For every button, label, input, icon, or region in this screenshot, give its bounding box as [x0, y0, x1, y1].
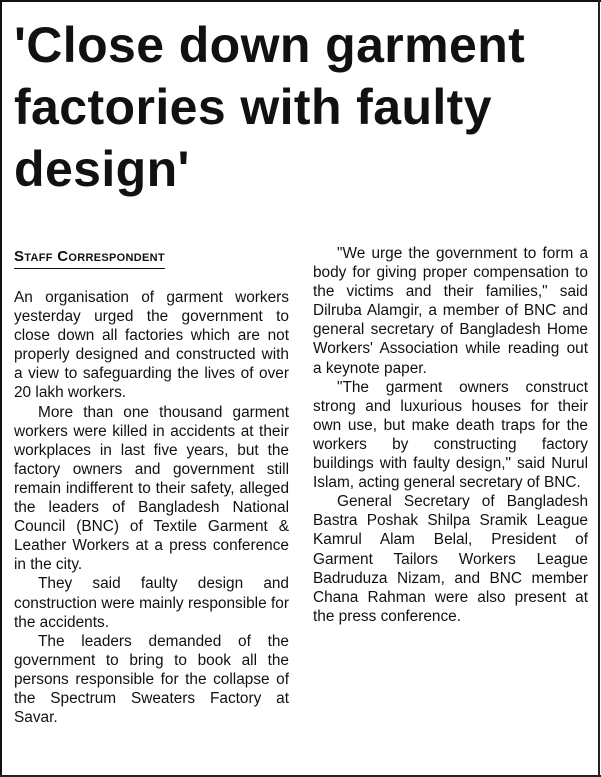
paragraph: They said faulty design and construction were mainly responsible for the accidents.	[14, 575, 289, 631]
border-right	[598, 0, 600, 777]
byline: Staff Correspondent	[14, 248, 165, 269]
article-column-left	[14, 288, 289, 727]
paragraph: "The garment owners construct strong and luxurious houses for their own use, but make death traps for the workers by constructing factory buildings with faulty design," said Nurul Islam, acting general secretary of BNC.	[313, 378, 588, 492]
headline: 'Close down garment factories with faulty design'	[14, 17, 526, 197]
border-left	[0, 0, 2, 777]
border-top	[0, 0, 601, 2]
paragraph: The leaders demanded of the government to bring to book all the persons responsible for the collapse of the Spectrum Sweaters Factory at Savar.	[14, 632, 289, 727]
paragraph: General Secretary of Bangladesh Bastra Poshak Shilpa Sramik League Kamrul Alam Belal, President of Garment Tailors Workers League Badruduza Nizam, and BNC member Chana Rahman were also present at the press conference.	[313, 493, 588, 625]
paragraph: An organisation of garment workers yesterday urged the government to close down all factories which are not properly designed and constructed with a view to safeguarding the lives of over 20 lakh workers.	[14, 289, 289, 402]
article-column-right	[313, 244, 588, 626]
paragraph: More than one thousand garment workers were killed in accidents at their workplaces in last five years, but the factory owners and government still remain indifferent to their safety, alleged the leaders of Bangladesh National Council (BNC) of Textile Garment & Leather Workers at a press conference in the city.	[14, 403, 289, 574]
paragraph: "We urge the government to form a body for giving proper compensation to the victims and their families," said Dilruba Alamgir, a member of BNC and general secretary of Bangladesh Home Workers' Association while reading out a keynote paper.	[313, 245, 588, 377]
